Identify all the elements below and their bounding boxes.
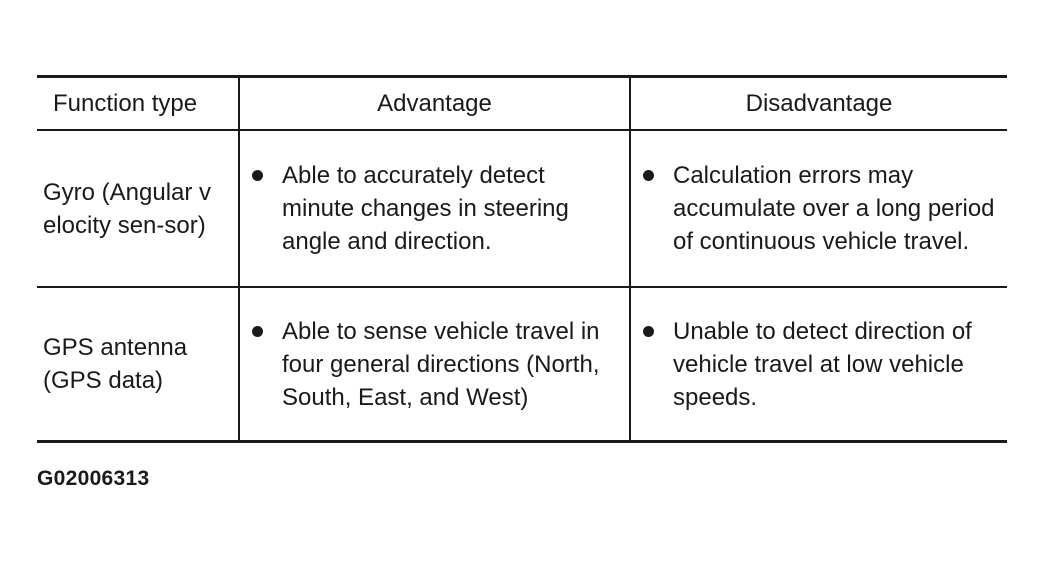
table-header-row (37, 77, 1007, 131)
advantage-cell (239, 287, 630, 442)
table-row (37, 287, 1007, 442)
disadvantage-text: Calculation errors may accumulate over a long period of continuous vehicle travel. (673, 162, 995, 255)
header-advantage: Advantage (239, 77, 630, 131)
advantage-text: Able to sense vehicle travel in four general directions (North, South, East, and West) (282, 317, 600, 411)
bullet-icon (252, 326, 263, 337)
bullet-icon (643, 170, 654, 181)
disadvantage-text: Unable to detect direction of vehicle travel at low vehicle speeds. (673, 317, 972, 411)
function-type-cell (37, 130, 239, 287)
advantage-text: Able to accurately detect minute changes in steering angle and direction. (282, 162, 569, 255)
disadvantage-cell (630, 287, 1007, 442)
table-row (37, 130, 1007, 287)
bullet-icon (252, 170, 263, 181)
header-disadvantage: Disadvantage (630, 77, 1007, 131)
figure-id: G02006313 (37, 467, 150, 490)
function-type-cell (37, 287, 239, 442)
function-type-text: GPS antenna (GPS data) (43, 334, 188, 394)
disadvantage-cell (630, 130, 1007, 287)
header-function-type: Function type (37, 77, 239, 131)
bullet-icon (643, 326, 654, 337)
comparison-table (37, 75, 1007, 443)
function-type-text: Gyro (Angular velocity sen-sor) (43, 178, 212, 239)
advantage-cell (239, 130, 630, 287)
